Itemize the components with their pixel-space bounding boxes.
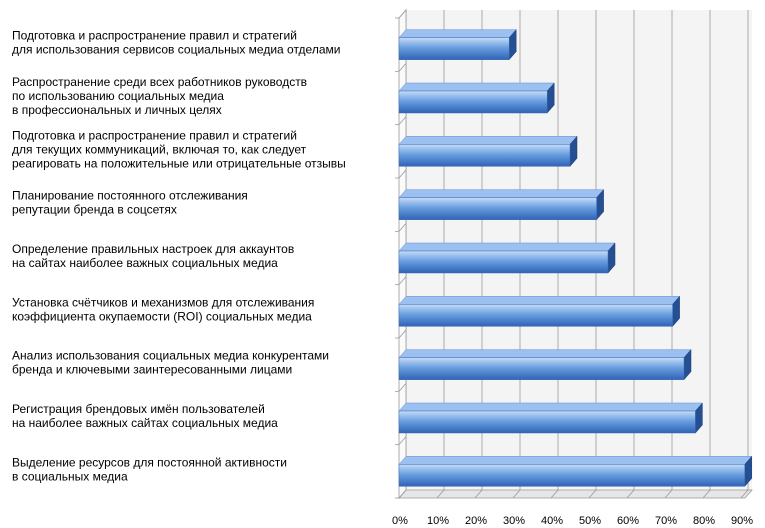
category-label-line: Распространение среди всех работников руководств	[12, 75, 308, 89]
bar-front	[399, 91, 547, 113]
bar-front	[399, 358, 684, 380]
x-tick-label: 0%	[392, 515, 408, 527]
category-label	[12, 189, 248, 217]
x-tick-label: 30%	[502, 515, 526, 527]
bar	[399, 403, 702, 433]
category-label-line: реагировать на положительные или отрицательные отзывы	[12, 156, 346, 171]
category-label-line: репутации бренда в соцсетях	[12, 202, 177, 217]
category-label-line: для текущих коммуникаций, включая то, как следует	[12, 142, 307, 157]
bar-top	[399, 403, 702, 411]
bar-front	[399, 411, 695, 433]
category-label	[12, 242, 294, 270]
bar-top	[399, 456, 752, 464]
bar-front	[399, 198, 597, 220]
bar	[399, 136, 577, 166]
bar-front	[399, 304, 673, 326]
x-tick-label: 20%	[464, 515, 488, 527]
bar-top	[399, 136, 577, 144]
bar	[399, 30, 516, 60]
category-label-line: Планирование постоянного отслеживания	[12, 188, 248, 203]
x-tick-label: 80%	[692, 515, 716, 527]
x-tick-label: 50%	[578, 515, 602, 527]
bar-front	[399, 251, 608, 273]
bar-top	[399, 190, 604, 198]
bar-front	[399, 144, 570, 166]
category-label-line: бренда и ключевыми заинтересованными лицами	[12, 362, 293, 377]
category-label-line: по использованию социальных медиа	[12, 89, 224, 103]
category-label-line: Установка счётчиков и механизмов для отслеживания	[12, 295, 315, 310]
category-label	[12, 455, 287, 483]
category-label	[12, 402, 278, 430]
x-tick-label: 60%	[616, 515, 640, 527]
category-label-line: коэффициента окупаемости (ROI) социальных медиа	[12, 309, 312, 324]
category-label-line: на наиболее важных сайтах социальных медиа	[12, 416, 278, 430]
category-label-line: в социальных медиа	[12, 469, 128, 484]
category-label-line: Подготовка и распространение правил и стратегий	[12, 28, 297, 43]
category-label-line: Регистрация брендовых имён пользователей	[12, 402, 265, 416]
category-label-line: Анализ использования социальных медиа конкурентами	[12, 348, 329, 363]
bar	[399, 190, 604, 220]
category-label-line: для использования сервисов социальных медиа отделами	[12, 42, 341, 57]
x-tick-label: 70%	[654, 515, 678, 527]
category-label	[12, 349, 329, 377]
category-label-line: Выделение ресурсов для постоянной активности	[12, 455, 287, 470]
x-tick-labels	[392, 515, 753, 527]
category-label	[12, 75, 307, 117]
category-labels	[12, 29, 346, 484]
category-label	[12, 128, 346, 170]
bar	[399, 456, 752, 486]
bar-top	[399, 243, 615, 251]
category-label-line: в профессиональных и личных целях	[12, 103, 222, 117]
bar-top	[399, 296, 680, 304]
bar-top	[399, 83, 554, 91]
bar	[399, 296, 680, 326]
category-label-line: на сайтах наиболее важных социальных медиа	[12, 256, 278, 270]
category-label	[12, 29, 340, 57]
x-tick-label: 40%	[540, 515, 564, 527]
x-tick-label: 10%	[426, 515, 450, 527]
bar	[399, 243, 615, 273]
bar-top	[399, 350, 691, 358]
floor	[399, 490, 752, 498]
bar	[399, 350, 691, 380]
bar-top	[399, 30, 516, 38]
bar-front	[399, 38, 509, 60]
category-label-line: Определение правильных настроек для аккаунтов	[12, 242, 295, 256]
bar-front	[399, 464, 745, 486]
x-tick-label: 90%	[730, 515, 754, 527]
category-label	[12, 295, 314, 323]
bar	[399, 83, 554, 113]
category-label-line: Подготовка и распространение правил и стратегий	[12, 128, 297, 143]
